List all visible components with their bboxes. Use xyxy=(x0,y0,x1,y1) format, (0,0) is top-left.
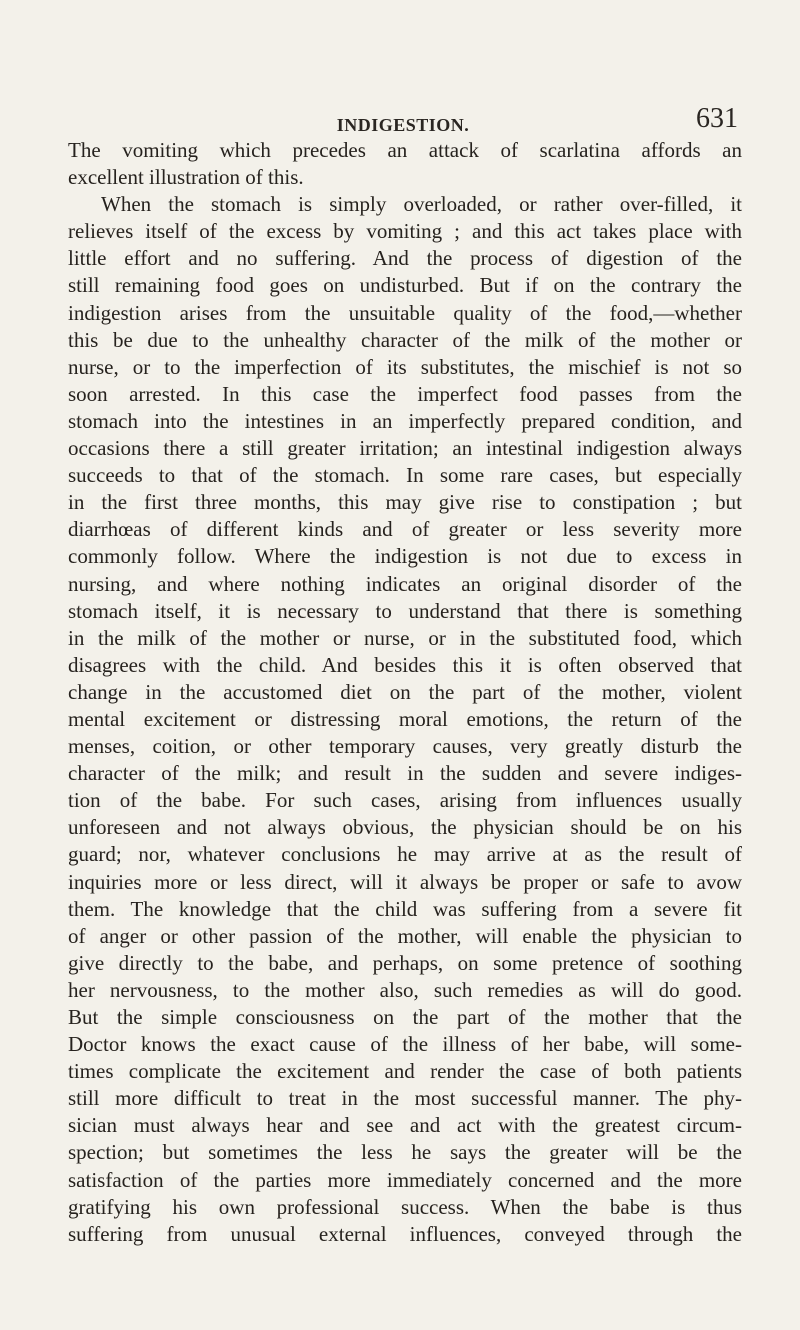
text-line: in the milk of the mother or nurse, or in the substituted food, which xyxy=(68,625,742,650)
text-line: relieves itself of the excess by vomiting ; and this act takes place with xyxy=(68,219,742,244)
text-line: little effort and no suffering. And the process of digestion of the xyxy=(68,246,742,271)
text-line: gratifying his own professional success. When the babe is thus xyxy=(68,1194,742,1219)
text-line: nursing, and where nothing indicates an original disorder of the xyxy=(68,571,742,596)
text-line: When the stomach is simply overloaded, or rather over-filled, it xyxy=(101,192,742,217)
text-line: commonly follow. Where the indigestion is not due to excess in xyxy=(68,544,742,569)
text-line: sician must always hear and see and act with the greatest circum- xyxy=(68,1113,742,1138)
text-line: spection; but sometimes the less he says the greater will be the xyxy=(68,1140,742,1165)
page-number: 631 xyxy=(696,103,738,134)
text-line: menses, coition, or other temporary causes, very greatly disturb the xyxy=(68,734,742,759)
text-line: this be due to the unhealthy character of the milk of the mother or xyxy=(68,327,742,352)
text-line: occasions there a still greater irritation; an intestinal indigestion always xyxy=(68,436,742,461)
text-line: satisfaction of the parties more immediately concerned and the more xyxy=(68,1167,742,1192)
text-line: nurse, or to the imperfection of its substitutes, the mischief is not so xyxy=(68,354,742,379)
text-line: character of the milk; and result in the sudden and severe indiges- xyxy=(68,761,742,786)
text-line: stomach itself, it is necessary to understand that there is something xyxy=(68,598,742,623)
text-line: The vomiting which precedes an attack of scarlatina affords an xyxy=(68,138,742,162)
text-line: inquiries more or less direct, will it always be proper or safe to avow xyxy=(68,869,742,894)
text-line: her nervousness, to the mother also, such remedies as will do good. xyxy=(68,977,742,1002)
text-line: suffering from unusual external influences, conveyed through the xyxy=(68,1221,742,1246)
text-line: in the first three months, this may give rise to constipation ; but xyxy=(68,490,742,515)
text-line: still remaining food goes on undisturbed. But if on the contrary the xyxy=(68,273,742,298)
text-line: of anger or other passion of the mother, will enable the physician to xyxy=(68,923,742,948)
text-line: disagrees with the child. And besides this it is often observed that xyxy=(68,652,742,677)
text-line: Doctor knows the exact cause of the illness of her babe, will some- xyxy=(68,1032,742,1057)
text-line: excellent illustration of this. xyxy=(68,165,304,190)
text-line: them. The knowledge that the child was suffering from a severe fit xyxy=(68,896,742,921)
text-line: still more difficult to treat in the most successful manner. The phy- xyxy=(68,1086,742,1111)
text-line: But the simple consciousness on the part of the mother that the xyxy=(68,1005,742,1029)
running-header xyxy=(68,101,738,137)
text-line: mental excitement or distressing moral emotions, the return of the xyxy=(68,706,742,731)
text-line: guard; nor, whatever conclusions he may arrive at as the result of xyxy=(68,842,742,867)
body-text xyxy=(68,137,742,1248)
text-line: indigestion arises from the unsuitable quality of the food,—whether xyxy=(68,300,742,325)
text-line: times complicate the excitement and render the case of both patients xyxy=(68,1059,742,1084)
text-line: change in the accustomed diet on the part of the mother, violent xyxy=(68,679,742,704)
text-line: give directly to the babe, and perhaps, on some pretence of soothing xyxy=(68,950,742,975)
text-line: unforeseen and not always obvious, the physician should be on his xyxy=(68,815,742,840)
text-line: succeeds to that of the stomach. In some rare cases, but especially xyxy=(68,463,742,488)
text-line: stomach into the intestines in an imperfectly prepared condition, and xyxy=(68,408,742,433)
text-line: tion of the babe. For such cases, arising from influences usually xyxy=(68,788,742,813)
running-title: INDIGESTION. xyxy=(336,115,470,135)
text-line: soon arrested. In this case the imperfect food passes from the xyxy=(68,381,742,406)
text-line: diarrhœas of different kinds and of greater or less severity more xyxy=(68,517,742,542)
